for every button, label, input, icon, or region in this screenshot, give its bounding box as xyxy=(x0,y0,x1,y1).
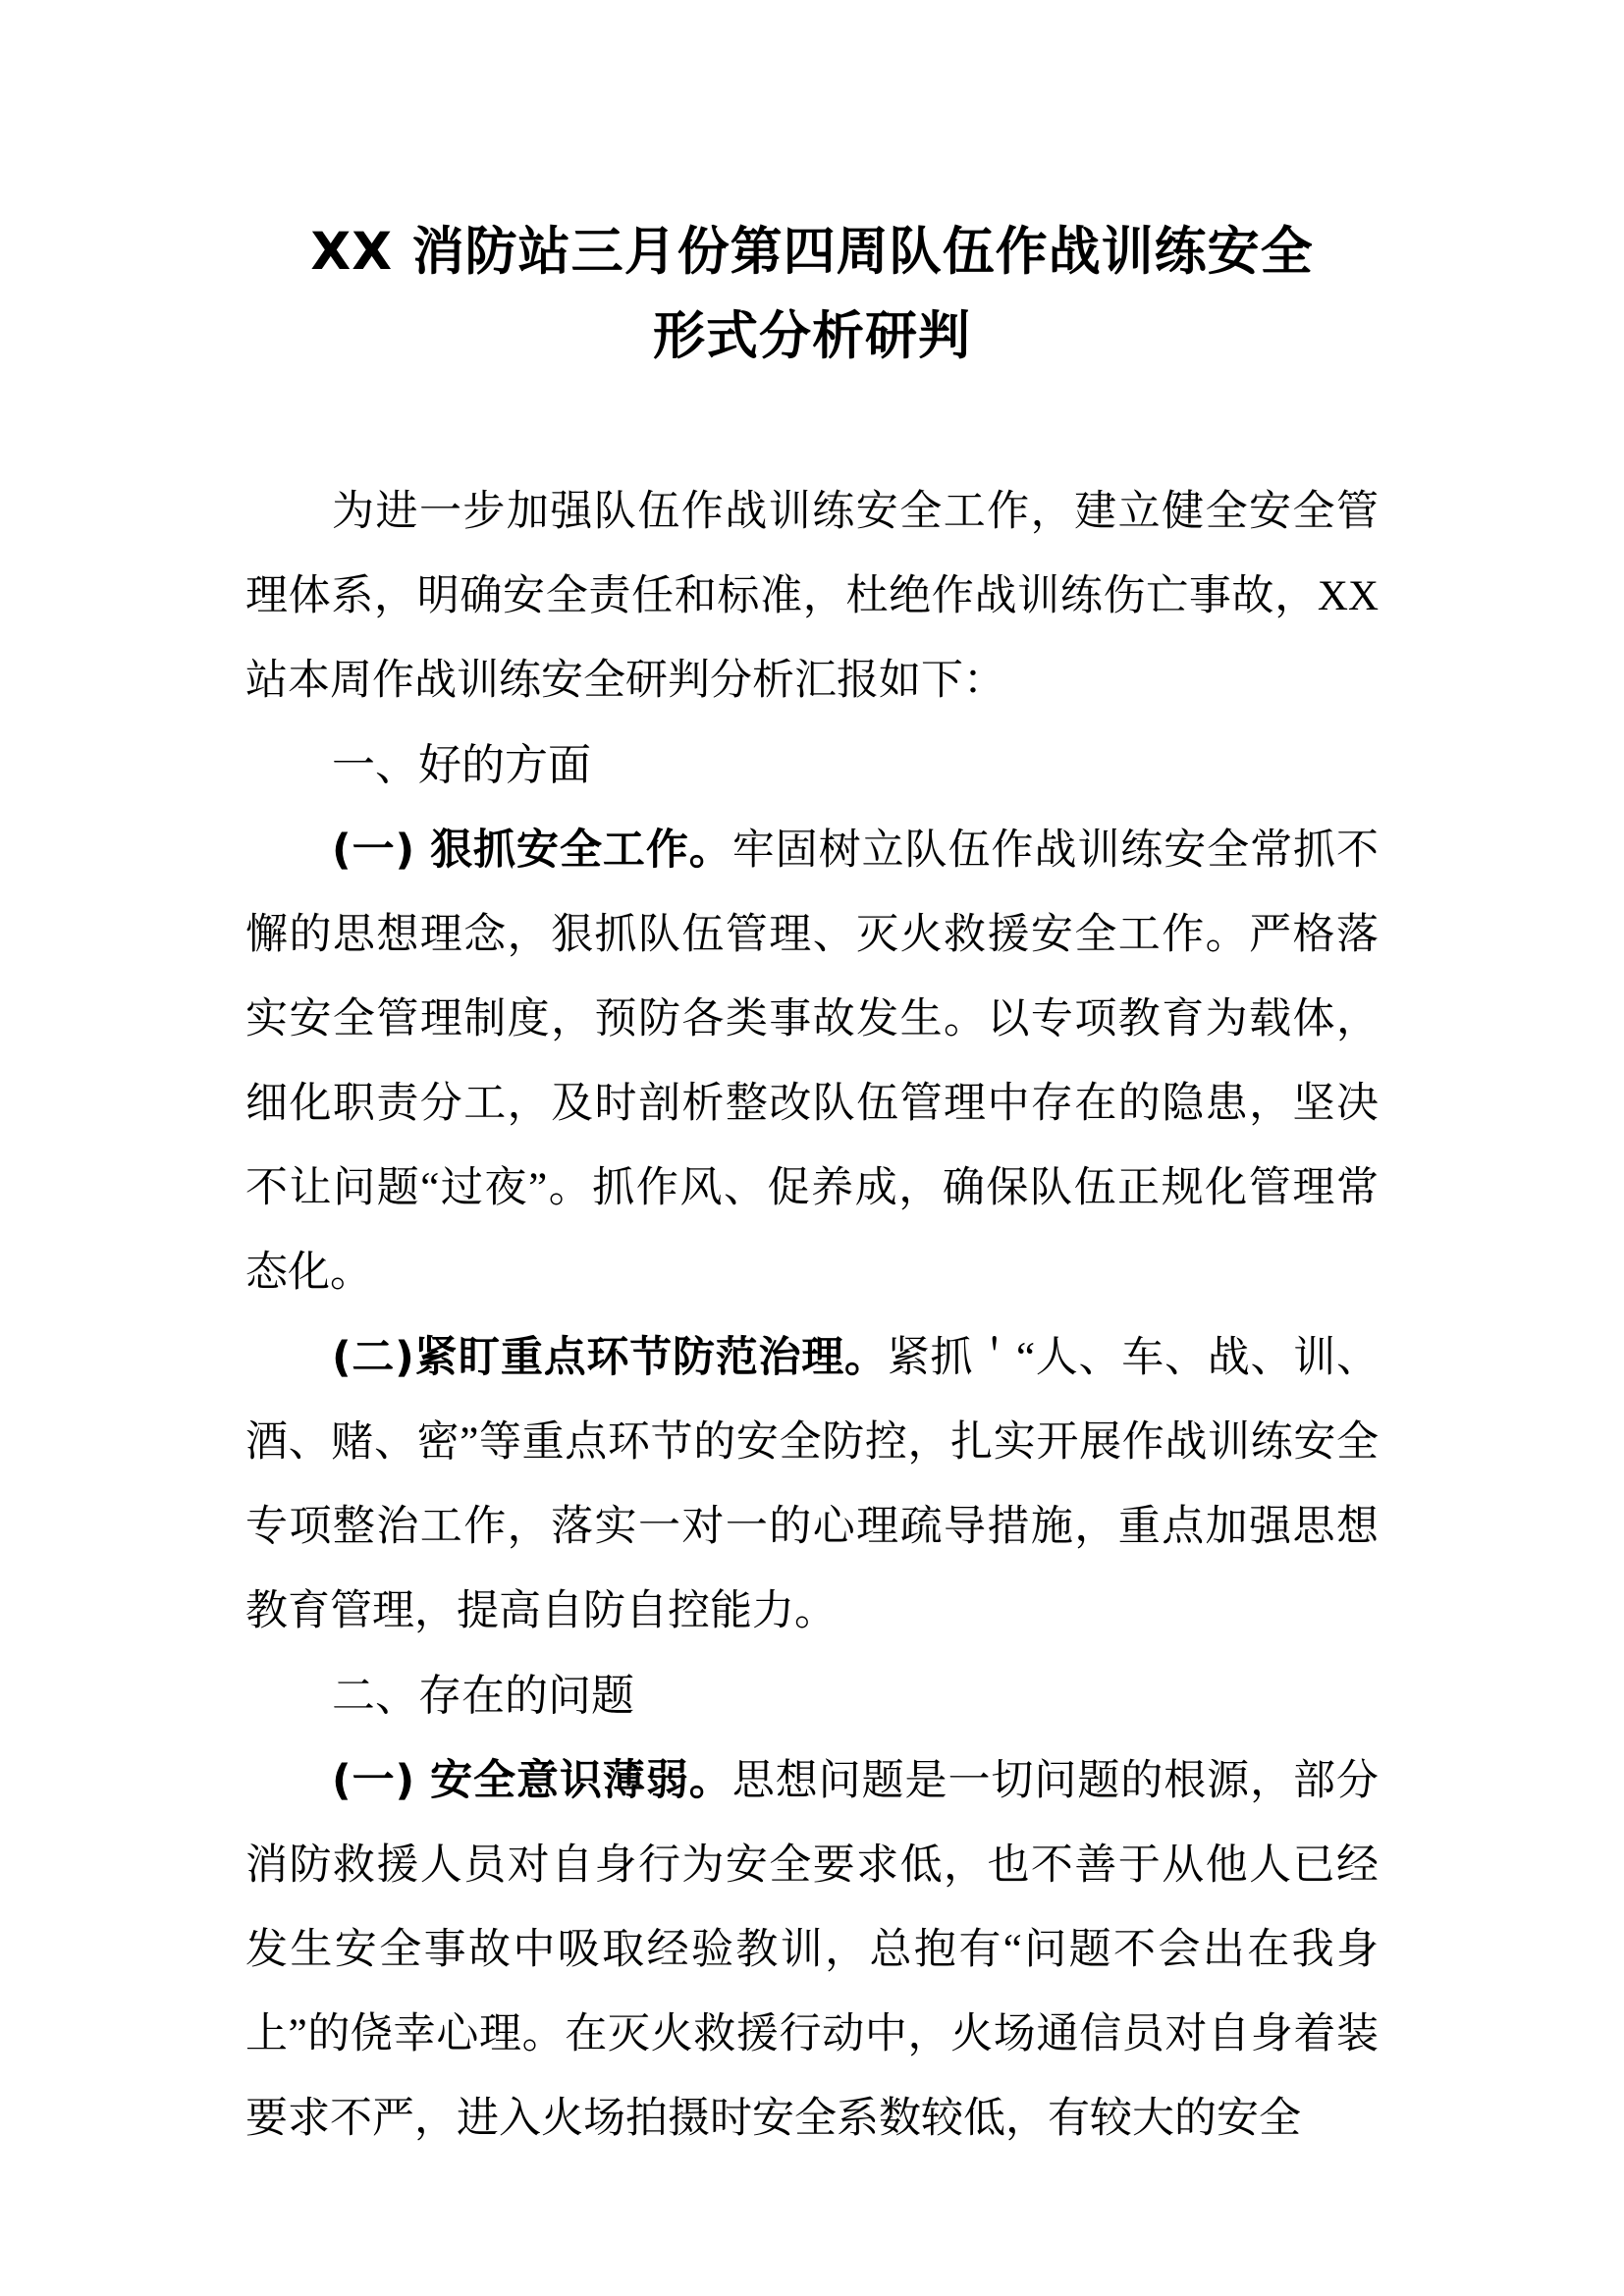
paragraph-lead: (一) 狠抓安全工作。 xyxy=(332,826,732,875)
paragraph xyxy=(245,808,1379,1315)
paragraph-lead: (二)紧盯重点环节防范治理。 xyxy=(332,1333,888,1382)
section-heading xyxy=(245,1654,1379,1738)
document-body xyxy=(245,470,1379,2162)
paragraph-text: 思想问题是一切问题的根源，部分消防救援人员对自身行为安全要求低，也不善于从他人已经发生安全事故中吸取经验教训，总抱有“问题不会出在我身上”的侥幸心理。在灭火救援行动中，火场通信员对自身着装要求不严，进入火场拍摄时安全系数较低，有较大的安全 xyxy=(245,1758,1380,2142)
title-line-1: XX 消防站三月份第四周队伍作战训练安全 xyxy=(310,222,1314,282)
section-heading-text: 二、存在的问题 xyxy=(332,1672,634,1720)
paragraph-lead: (一) 安全意识薄弱。 xyxy=(332,1756,732,1805)
section-heading-text: 一、好的方面 xyxy=(332,741,591,789)
title-line-2: 形式分析研判 xyxy=(653,306,971,366)
paragraph-text: 为进一步加强队伍作战训练安全工作，建立健全安全管理体系，明确安全责任和标准，杜绝作战训练伤亡事故，XX站本周作战训练安全研判分析汇报如下： xyxy=(245,489,1379,704)
paragraph-text: 牢固树立队伍作战训练安全常抓不懈的思想理念，狠抓队伍管理、灭火救援安全工作。严格落实安全管理制度，预防各类事故发生。以专项教育为载体，细化职责分工，及时剖析整改队伍管理中存在的隐患，坚决不让问题“过夜”。抓作风、促养成，确保队伍正规化管理常态化。 xyxy=(245,828,1380,1296)
document-title xyxy=(245,210,1379,379)
paragraph xyxy=(245,470,1379,723)
document-content xyxy=(245,0,1379,2162)
paragraph-text: 紧抓＇“人、车、战、训、酒、赌、密”等重点环节的安全防控，扎实开展作战训练安全专项整治工作，落实一对一的心理疏导措施，重点加强思想教育管理，提高自防自控能力。 xyxy=(245,1335,1379,1634)
paragraph xyxy=(245,1738,1379,2162)
section-heading xyxy=(245,723,1379,808)
paragraph xyxy=(245,1315,1379,1654)
